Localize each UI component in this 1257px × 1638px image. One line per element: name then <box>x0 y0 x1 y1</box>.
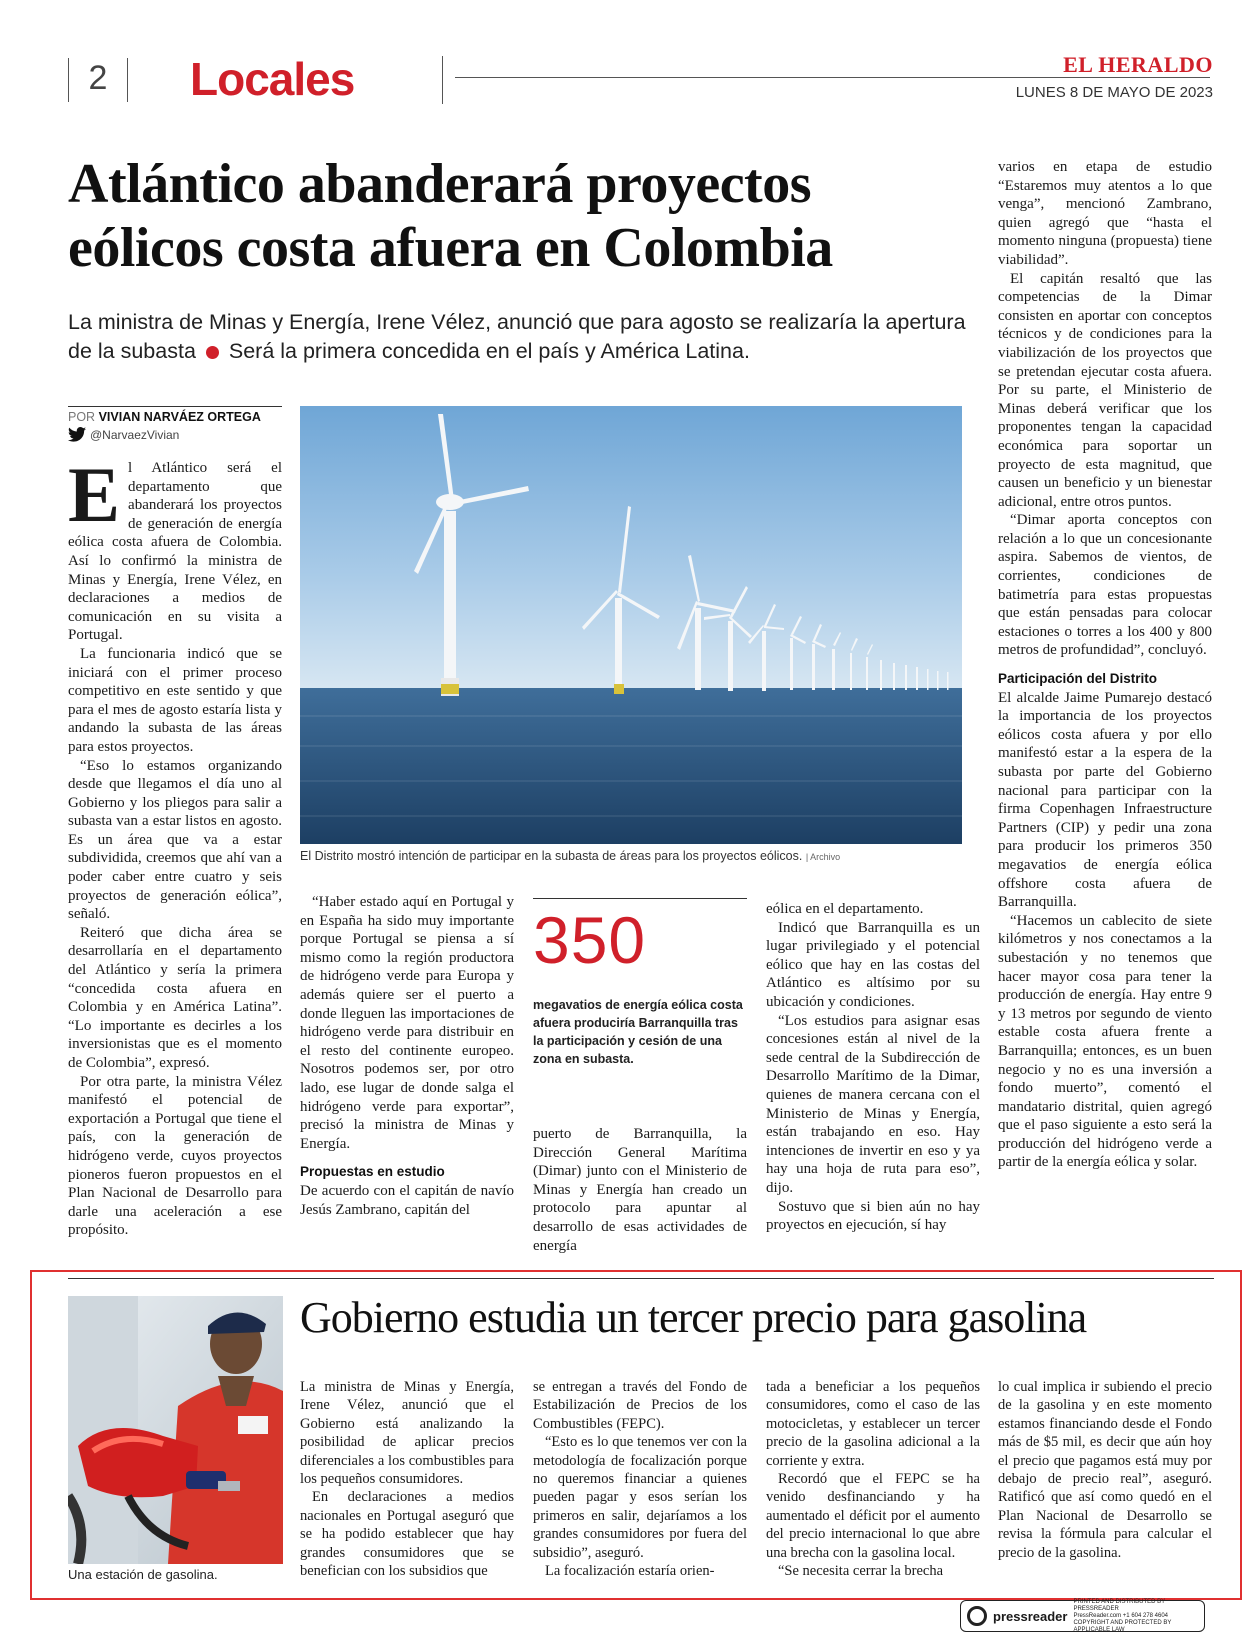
stat-description: megavatios de energía eólica costa afuera produciría Barranquilla tras la participación y cesión de una zona en subasta. <box>533 998 743 1066</box>
paragraph: “Eso lo estamos organizando desde que llegamos el día uno al Gobierno y los pliegos para salir a subasta van a estar listos en agosto. Es un área que va a estar subdividida, creemos que ahí van a poder caber entre cuatro y seis proyectos de generación eólica”, señaló. <box>68 757 282 923</box>
article-column-2 <box>300 893 514 1219</box>
byline-prefix: POR <box>68 410 96 424</box>
paragraph: La focalización estaría orien- <box>545 1563 715 1580</box>
pressreader-line: PRINTED AND DISTRIBUTED BY PRESSREADER <box>1073 1598 1166 1612</box>
paragraph: “Se necesita cerrar la brecha <box>778 1563 944 1580</box>
paragraph: lo cual implica ir subiendo el precio de la gasolina y en este momento estamos financiando desde el Fondo más de $5 mil, es decir que aún hoy el precio que pagamos está muy por debajo de precio real”, aseguró. Ratificó que así como quedó en el Plan Nacional de Desarrollo se revisa la fórmula para calcular el precio de la gasolina. <box>998 1379 1212 1561</box>
stat-rule <box>533 898 747 899</box>
paragraph: Por otra parte, la ministra Vélez manifestó el potencial de exportación a Portugal que tiene el país, con la generación de hidrógeno verde, cuyos proyectos pioneros fueron propuestos en el Plan Nacional de Desarrollo para darle una aceleración a ese propósito. <box>68 1073 282 1239</box>
paragraph: De acuerdo con el capitán de navío Jesús Zambrano, capitán del <box>300 1182 514 1218</box>
pressreader-line: COPYRIGHT AND PROTECTED BY APPLICABLE LAW <box>1073 1619 1172 1633</box>
byline-author: VIVIAN NARVÁEZ ORTEGA <box>98 410 261 424</box>
newspaper-brand: EL HERALDO <box>1063 52 1213 77</box>
header-divider <box>442 56 443 104</box>
drop-cap: E <box>68 451 121 538</box>
paragraph: tada a beneficiar a los pequeños consumidores, como el caso de las motocicletas, y establecer un tercer precio de la gasolina adicional a la corriente y extra. <box>766 1379 980 1469</box>
paragraph: El alcalde Jaime Pumarejo destacó la importancia de los proyectos eólicos costa afuera y por ello manifestó estar a la espera de la subasta por parte del Gobierno nacional para participar con la firma Copenhagen Infraestructure Partners (CIP) y pedir una zona para producir los primeros 350 megavatios de energía eólica offshore costa afuera de Barranquilla. <box>998 689 1212 911</box>
paragraph: “Esto es lo que tenemos ver con la metodología de focalización porque no queremos financiar a quienes pueden pagar y esos serían los primeros en salir, dejaríamos a los grandes consumidores por fuera del subsidio”, aseguró. <box>533 1434 747 1561</box>
article-headline <box>68 152 968 280</box>
headline-line-2: eólicos costa afuera en Colombia <box>68 217 833 279</box>
paragraph: Sostuvo que si bien aún no hay proyectos en ejecución, sí hay <box>766 1198 980 1234</box>
photo-caption-text: El Distrito mostró intención de participar en la subasta de áreas para los proyectos eólicos. <box>300 849 803 863</box>
paragraph: puerto de Barranquilla, la Dirección General Marítima (Dimar) junto con el Ministerio de Minas y Energía han creado un protocolo para apuntar al desarrollo de esas actividades de energía <box>533 1126 747 1254</box>
paragraph: La funcionaria indicó que se iniciará con el primer proceso competitivo en este sentido y que para el mes de agosto estaría lista y andando la subasta de las áreas para estos proyectos. <box>68 645 282 755</box>
headline-line-1: Atlántico abanderará proyectos <box>68 153 811 215</box>
paragraph: Indicó que Barranquilla es un lugar privilegiado y el potencial eólico que hay en las costas del Atlántico es altísimo por su ubicación y condiciones. <box>766 919 980 1010</box>
article-column-5 <box>998 158 1212 1172</box>
byline-rule <box>68 406 282 407</box>
paragraph: “Los estudios para asignar esas concesiones están al nivel de la sede central de la Subdirección de Desarrollo Marítimo de la Dimar, quienes de manera cercana con el Ministerio de Minas y Energía, están trabajando en eso. Hay intenciones de invertir en eso y ya hay una hoja de ruta para eso”, dijo. <box>766 1012 980 1196</box>
deck-part-2: Será la primera concedida en el país y América Latina. <box>228 339 750 363</box>
article-column-4 <box>766 900 980 1235</box>
section-title: Locales <box>190 53 355 105</box>
paragraph: El capitán resaltó que las competencias de la Dimar consisten en aportar con conceptos técnicos y de condiciones para la viabilización de los proyectos que se pretendan ejecutar costa afuera. Por su parte, el Ministerio de Minas deberá verificar que los proponentes tengan la capacidad económica para soportar un proyecto de esta magnitud, que causen un beneficio y un bienestar adicional, entre otros puntos. <box>998 270 1212 510</box>
article2-column-1 <box>300 1378 514 1580</box>
article2-column-3 <box>766 1378 980 1580</box>
paragraph-text: l Atlántico será el departamento que abanderará los proyectos de generación de energía eólica costa afuera de Colombia. Así lo confirmó la ministra de Minas y Energía, Irene Vélez, en declaraciones a medios de comunicación en su visita a Portugal. <box>68 460 282 644</box>
article-deck <box>68 308 968 366</box>
paragraph: Reiteró que dicha área se desarrollaría en el departamento del Atlántico y sería la primera “concedida costa afuera en Colombia y en América Latina”. “Lo importante es decirles a los inversionistas que es el momento de Colombia”, expresó. <box>68 924 282 1071</box>
twitter-handle-text: @NarvaezVivian <box>90 427 180 442</box>
paragraph: La ministra de Minas y Energía, Irene Vélez, anunció que el Gobierno está analizando la posibilidad de aplicar precios diferenciales a los combustibles para los pequeños consumidores. <box>300 1379 514 1488</box>
pressreader-logo-icon <box>967 1606 987 1626</box>
paragraph: “Hacemos un cablecito de siete kilómetros y nos conectamos a la subestación y no tenemos que hacer mayor cosa para tener la producción de energía. Hay entre 9 y 13 metros por segundo de viento estable costa afuera frente a Barranquilla; entonces, es un buen negocio y no es una inversión a fondo muerto”, comentó el mandatario distrital, quien agregó que el paso siguiente a esto será la producción del hidrógeno verde a partir de la energía eólica y solar. <box>998 912 1212 1171</box>
wind-farm-photo <box>300 406 962 844</box>
paragraph: “Haber estado aquí en Portugal y en España ha sido muy importante porque Portugal se piensa a sí mismo como la región productora de hidrógeno verde para Europa y además quiere ser el puerto a donde lleguen las importaciones de hidrógeno verde para distribuir en el resto del continente europeo. Nosotros podemos ser, por otro lado, ese lugar de donde salga el hidrógeno verde para exportar”, precisó la ministra de Minas y Energía. <box>300 894 514 1152</box>
article2-column-2 <box>533 1378 747 1580</box>
pressreader-notice <box>1073 1599 1193 1634</box>
paragraph <box>68 451 282 645</box>
article-column-3 <box>533 1125 747 1255</box>
article2-rule <box>68 1278 1214 1279</box>
twitter-handle[interactable] <box>68 427 179 442</box>
article-column-1 <box>68 451 282 1240</box>
twitter-bird-icon <box>68 427 86 442</box>
page-number: 2 <box>68 58 128 102</box>
paragraph: En declaraciones a medios nacionales en Portugal aseguró que se ha podido establecer que hay grandes consumidores que se benefician con los subsidios que <box>300 1489 514 1580</box>
article2-column-4 <box>998 1378 1212 1562</box>
article2-headline: Gobierno estudia un tercer precio para gasolina <box>300 1293 1087 1342</box>
photo-credit: | Archivo <box>805 852 841 862</box>
wind-turbines-illustration <box>300 406 962 844</box>
paragraph: varios en etapa de estudio “Estaremos muy atentos a lo que venga”, mencionó Zambrano, quien agregó que “hasta el momento ninguna (propuesta) tiene viabilidad”. <box>998 159 1212 268</box>
gas-photo-caption: Una estación de gasolina. <box>68 1567 218 1582</box>
pressreader-line: PressReader.com +1 604 278 4604 <box>1073 1612 1169 1619</box>
byline <box>68 410 261 424</box>
deck-part-1: La ministra de Minas y Energía, Irene Vélez, anunció que para agosto se realizaría la apertura de la subasta <box>68 310 966 363</box>
pressreader-badge[interactable] <box>960 1600 1205 1632</box>
paragraph: eólica en el departamento. <box>766 901 924 917</box>
subheading-propuestas: Propuestas en estudio <box>300 1164 445 1180</box>
subheading-participacion: Participación del Distrito <box>998 671 1158 687</box>
gas-pump-illustration <box>68 1296 283 1564</box>
stat-number: 350 <box>533 903 647 977</box>
gas-station-photo <box>68 1296 283 1564</box>
issue-date: LUNES 8 DE MAYO DE 2023 <box>1015 84 1213 101</box>
bullet-dot-icon <box>206 346 219 359</box>
paragraph: Recordó que el FEPC se ha venido desfinanciando y ha aumentado el déficit por el aumento del precio internacional lo que abre una brecha con la gasolina local. <box>766 1471 980 1561</box>
paragraph: “Dimar aporta conceptos con relación a lo que un concesionante aspira. Sabemos de vientos, de corrientes, condiciones de batimetría para estas propuestas que están pensadas para colocar estaciones o torres a los 400 y 800 metros de profundidad”, concluyó. <box>998 512 1212 659</box>
photo-caption <box>300 849 962 863</box>
pressreader-name: pressreader <box>993 1608 1068 1624</box>
paragraph: se entregan a través del Fondo de Estabilización de Precios de los Combustibles (FEPC). <box>533 1379 747 1432</box>
